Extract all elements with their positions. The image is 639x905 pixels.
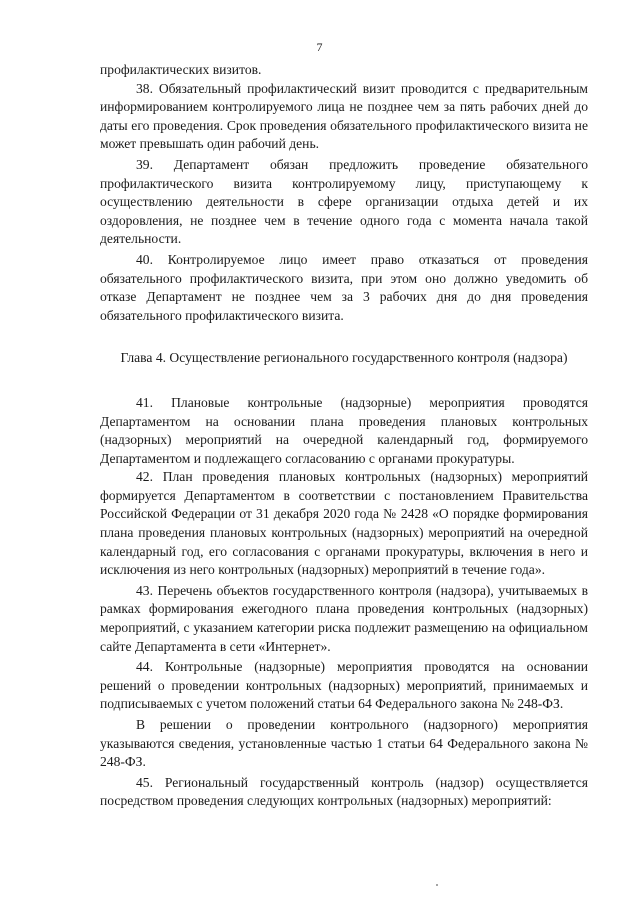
paragraph-42: 42. План проведения плановых контрольных (надзорных) мероприятий формируется Департаментом в соответствии с постановлением Правительства Российской Федерации от 31 декабря 2020 года № 2428 «О порядке формирования плана проведения плановых контрольных (надзорных) мероприятий на очередной календарный год, его согласования с органами прокуратуры, включения в него и исключения из него контрольных (надзорных) мероприятий в течение года». (100, 469, 588, 578)
paragraph-44-continued: В решении о проведении контрольного (надзорного) мероприятия указываются сведения, установленные частью 1 статьи 64 Федерального закона № 248-ФЗ. (100, 717, 588, 770)
paragraph-44: 44. Контрольные (надзорные) мероприятия проводятся на основании решений о проведении контрольных (надзорных) мероприятий, принимаемых и подписываемых с учетом положений статьи 64 Федерального закона № 248-ФЗ. (100, 659, 588, 712)
paragraph-38: 38. Обязательный профилактический визит проводится с предварительным информированием контролируемого лица не позднее чем за пять рабочих дней до даты его проведения. Срок проведения обязательного профилактического визита не может превышать один рабочий день. (100, 80, 588, 152)
paragraph-39: 39. Департамент обязан предложить проведение обязательного профилактического визита контролируемому лицу, приступающему к осуществлению деятельности в сфере организации отдыха детей и их оздоровления, не позднее чем в течение одного года с момента начала такой деятельности. (100, 156, 588, 247)
paragraph-45: 45. Региональный государственный контроль (надзор) осуществляется посредством проведения следующих контрольных (надзорных) мероприятий: (100, 774, 588, 809)
page-number: 7 (316, 40, 323, 54)
paragraph-41: 41. Плановые контрольные (надзорные) мероприятия проводятся Департаментом на основании плана проведения плановых контрольных (надзорных) мероприятий на очередной календарный год, формируемого Департаментом и подлежащего согласованию с органами прокуратуры. (100, 394, 588, 466)
paragraph-40: 40. Контролируемое лицо имеет право отказаться от проведения обязательного профилактического визита, при этом оно должно уведомить об отказе Департамент не позднее чем за 3 рабочих дня до дня проведения обязательного профилактического визита. (100, 251, 588, 323)
paragraph-continuation: профилактических визитов. (100, 62, 262, 77)
paragraph-43: 43. Перечень объектов государственного контроля (надзора), учитываемых в рамках формирования ежегодного плана проведения контрольных (надзорных) мероприятий, с указанием категории риска подлежит размещению на официальном сайте Департамента в сети «Интернет». (100, 582, 588, 654)
scan-speck (436, 884, 438, 886)
chapter-heading: Глава 4. Осуществление регионального государственного контроля (надзора) (120, 350, 568, 366)
document-body (100, 61, 588, 811)
